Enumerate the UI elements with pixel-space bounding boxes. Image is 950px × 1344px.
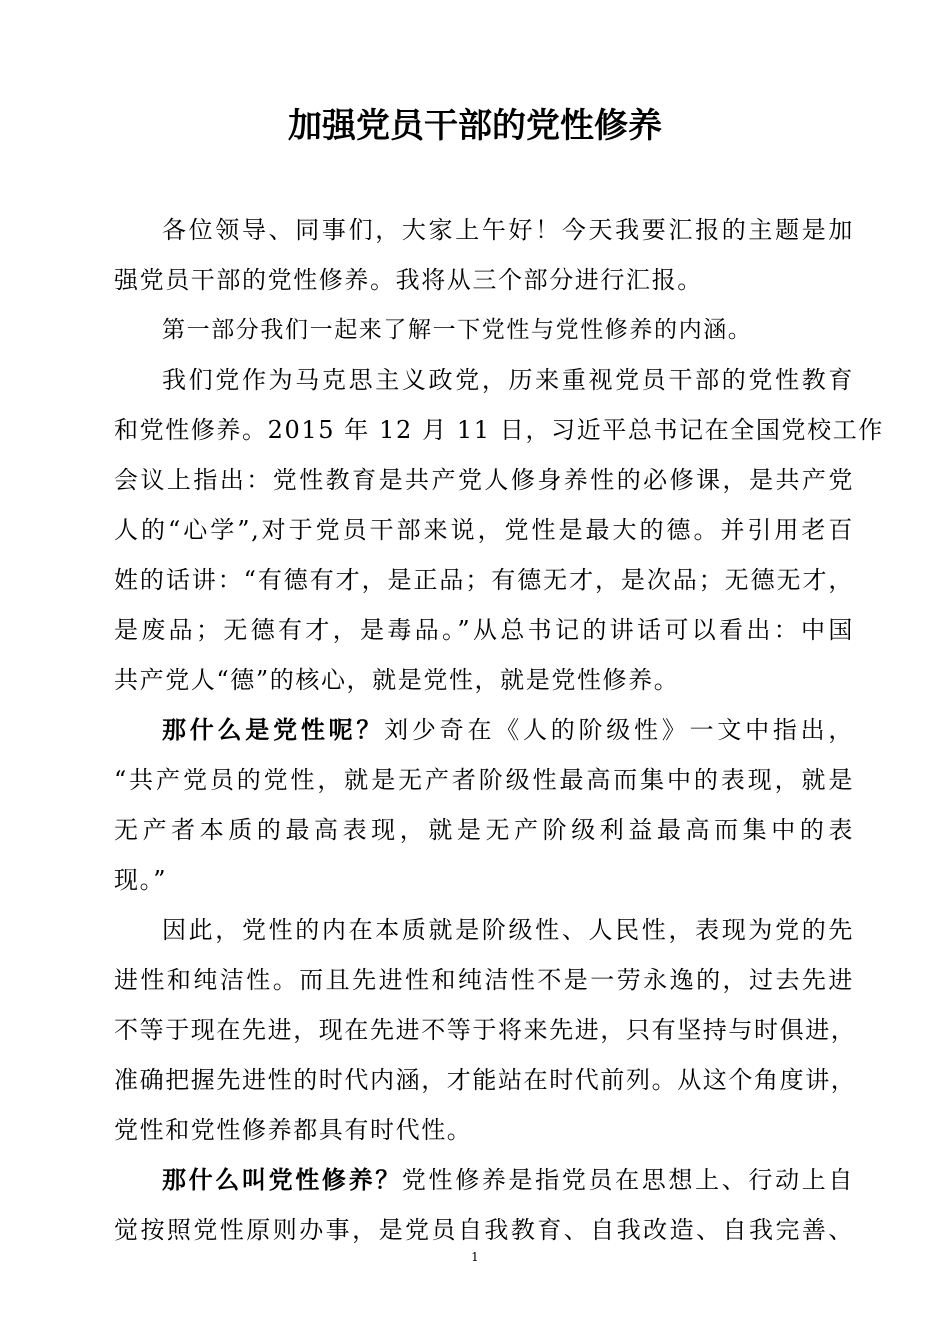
bold-question: 那什么是党性呢？: [162, 715, 385, 744]
paragraph-line: 准确把握先进性的时代内涵，才能站在时代前列。从这个角度讲，: [114, 1066, 857, 1094]
paragraph-line: [162, 1164, 854, 1214]
paragraph-text: 党性修养是指党员在思想上、行动上自: [401, 1166, 854, 1194]
bold-question: 那什么叫党性修养？: [162, 1165, 402, 1194]
paragraph-line: 会议上指出：党性教育是共产党人修身养性的必修课，是共产党: [114, 466, 854, 494]
paragraph-line: 进性和纯洁性。而且先进性和纯洁性不是一劳永逸的，过去先进: [114, 966, 854, 994]
section-heading: 第一部分我们一起来了解一下党性与党性修养的内涵。: [162, 317, 753, 343]
paragraph-line: 现。”: [114, 866, 168, 894]
paragraph-line: 不等于现在先进，现在先进不等于将来先进，只有坚持与时俱进，: [114, 1016, 857, 1044]
paragraph-line: 觉按照党性原则办事，是党员自我教育、自我改造、自我完善、: [114, 1216, 854, 1244]
paragraph-line: 强党员干部的党性修养。我将从三个部分进行汇报。: [114, 266, 703, 294]
paragraph-line: 共产党人“德”的核心，就是党性，就是党性修养。: [114, 666, 680, 694]
paragraph-line: 无产者本质的最高表现，就是无产阶级利益最高而集中的表: [114, 816, 854, 844]
paragraph-line: 因此，党性的内在本质就是阶级性、人民性，表现为党的先: [162, 916, 854, 944]
paragraph-line: 姓的话讲：“有德有才，是正品；有德无才，是次品；无德无才，: [114, 566, 854, 594]
paragraph-line: “共产党员的党性，就是无产者阶级性最高而集中的表现，就是: [114, 766, 854, 794]
paragraph-line: 我们党作为马克思主义政党，历来重视党员干部的党性教育: [162, 366, 854, 394]
paragraph-text: 刘少奇在《人的阶级性》一文中指出，: [384, 716, 854, 744]
paragraph-line: 人的“心学”,对于党员干部来说，党性是最大的德。并引用老百: [114, 516, 854, 544]
document-title: 加强党员干部的党性修养: [288, 106, 662, 146]
paragraph-line: 党性和党性修养都具有时代性。: [114, 1116, 473, 1144]
paragraph-line: 和党性修养。2015 年 12 月 11 日，习近平总书记在全国党校工作: [114, 416, 884, 444]
paragraph-line: 各位领导、同事们，大家上午好！今天我要汇报的主题是加: [162, 216, 854, 244]
page-number: 1: [471, 1250, 479, 1264]
paragraph-line: [162, 714, 854, 764]
paragraph-line: 是废品；无德有才，是毒品。”从总书记的讲话可以看出：中国: [114, 616, 854, 644]
